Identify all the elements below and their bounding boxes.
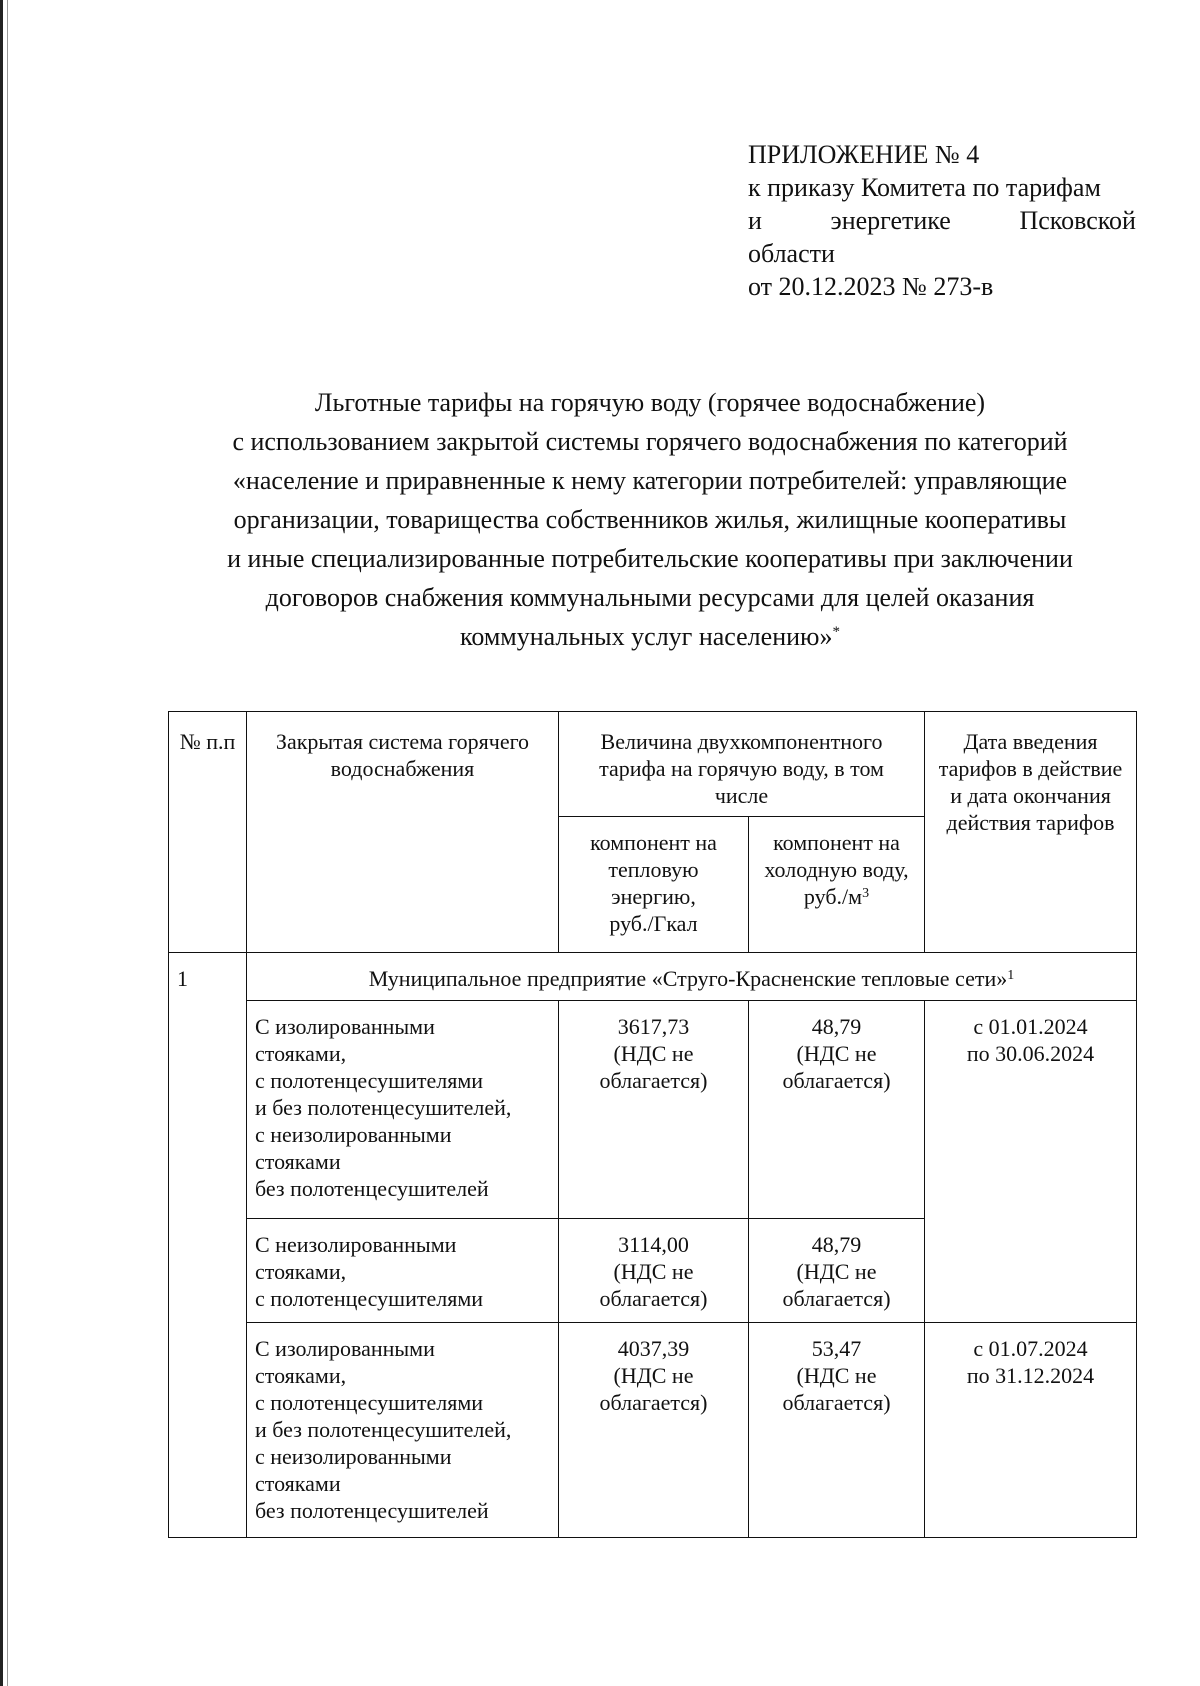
- title-line: и иные специализированные потребительские кооперативы при заключении: [227, 544, 1073, 573]
- appendix-word: энергетике: [830, 206, 951, 235]
- header-number: № п.п: [169, 712, 247, 953]
- title-line: «население и приравненные к нему категории потребителей: управляющие: [232, 466, 1068, 495]
- appendix-word: и: [748, 206, 762, 235]
- row-description: С изолированными стояками, с полотенцесушителями и без полотенцесушителей, с неизолированными стояками без полотенцесушителей: [247, 1001, 559, 1219]
- row-description: С изолированными стояками, с полотенцесушителями и без полотенцесушителей, с неизолированными стояками без полотенцесушителей: [247, 1323, 559, 1538]
- title-line: организации, товарищества собственников жилья, жилищные кооперативы: [233, 505, 1067, 534]
- header-cold-component: компонент на холодную воду, $руб./м^3$: [749, 817, 925, 953]
- row-heat-value: 3617,73 (НДС не облагается): [559, 1001, 749, 1219]
- header-system: Закрытая система горячего водоснабжения: [247, 712, 559, 953]
- title-line: коммунальных услуг населению»: [460, 622, 833, 651]
- page-edge-shadow: [7, 0, 8, 1686]
- appendix-date: от 20.12.2023 № 273-в: [748, 272, 994, 301]
- row-cold-value: 48,79 (НДС не облагается): [749, 1219, 925, 1323]
- period-second-half: с 01.07.2024 по 31.12.2024: [925, 1323, 1137, 1538]
- header-heat-component: компонент на тепловую энергию, руб./Гкал: [559, 817, 749, 953]
- document-title: [170, 383, 1130, 656]
- header-tariff: Величина двухкомпонентного тарифа на горячую воду, в том числе: [559, 712, 925, 817]
- title-line: с использованием закрытой системы горячего водоснабжения по категорий: [232, 427, 1068, 456]
- row-cold-value: 48,79 (НДС не облагается): [749, 1001, 925, 1219]
- appendix-block: [748, 138, 1136, 303]
- appendix-number: ПРИЛОЖЕНИЕ № 4: [748, 140, 980, 169]
- title-line: Льготные тарифы на горячую воду (горячее водоснабжение): [314, 388, 986, 417]
- appendix-order-ref: к приказу Комитета по тарифам: [748, 173, 1101, 202]
- period-first-half: с 01.01.2024 по 30.06.2024: [925, 1001, 1137, 1323]
- organization-row: [169, 953, 1137, 1001]
- row-description: С неизолированными стояками, с полотенцесушителями: [247, 1219, 559, 1323]
- row-cold-value: 53,47 (НДС не облагается): [749, 1323, 925, 1538]
- table-row: [169, 1323, 1137, 1538]
- appendix-committee-line: [748, 204, 1136, 237]
- row-heat-value: 3114,00 (НДС не облагается): [559, 1219, 749, 1323]
- row-heat-value: 4037,39 (НДС не облагается): [559, 1323, 749, 1538]
- header-dates: Дата введения тарифов в действие и дата окончания действия тарифов: [925, 712, 1137, 953]
- organization-footnote: 1: [1007, 968, 1015, 983]
- title-line: договоров снабжения коммунальными ресурсами для целей оказания: [265, 583, 1035, 612]
- appendix-region: области: [748, 239, 835, 268]
- title-footnote-mark: *: [832, 624, 840, 640]
- appendix-word: Псковской: [1019, 206, 1136, 235]
- page-edge-line: [0, 0, 3, 1686]
- title-line-last: [170, 617, 1130, 656]
- cubic-superscript: 3: [862, 886, 870, 901]
- table-row: [169, 1001, 1137, 1219]
- row-number: 1: [169, 953, 247, 1538]
- tariff-table: [168, 711, 1137, 1538]
- organization-name: Муниципальное предприятие «Струго-Красненские тепловые сети»$^1$: [247, 953, 1137, 1001]
- table-header-row: [169, 712, 1137, 817]
